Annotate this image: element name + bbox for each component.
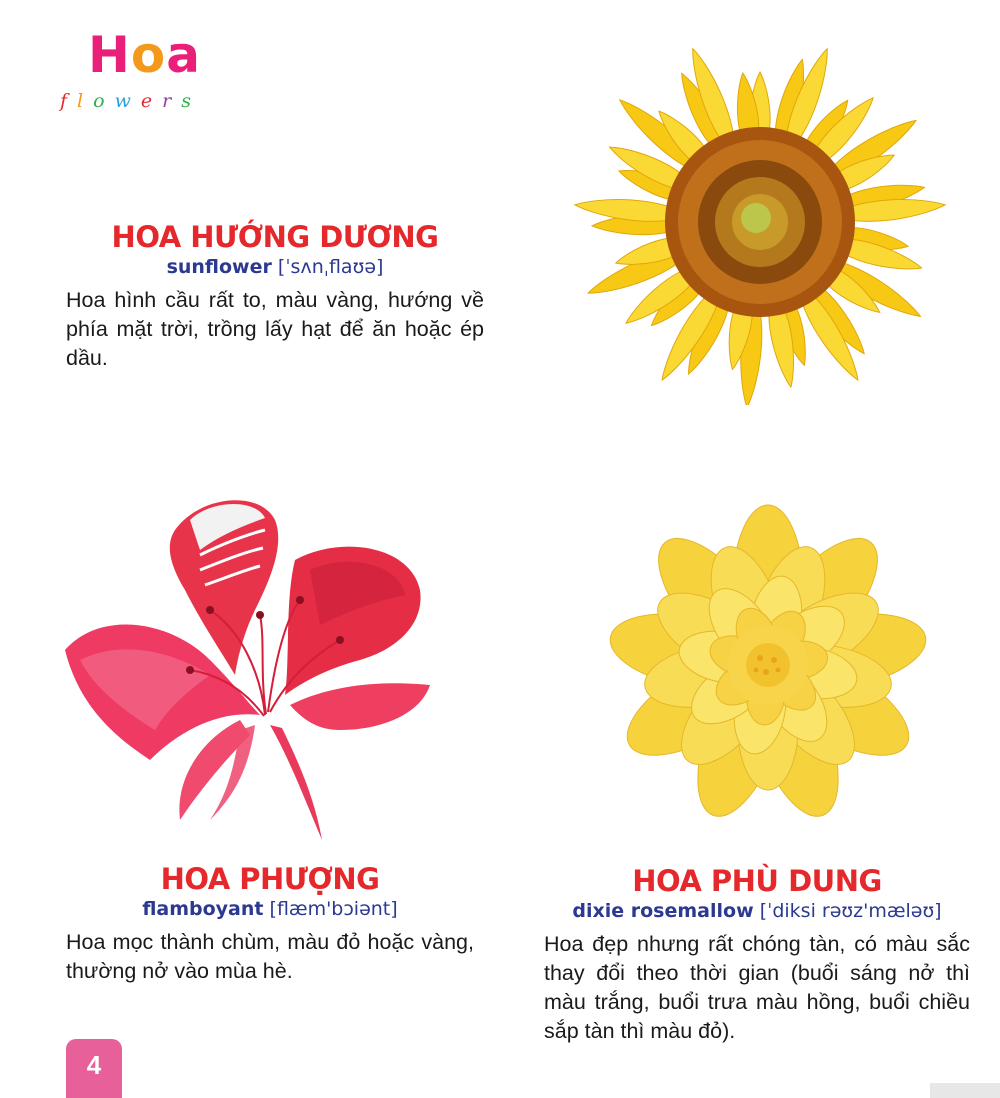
title-letter: H [88, 26, 131, 84]
flower-description: Hoa hình cầu rất to, màu vàng, hướng về phía mặt trời, trồng lấy hạt để ăn hoặc ép dầu. [66, 288, 484, 370]
english-name: flamboyant [142, 898, 264, 920]
sunflower-image [560, 40, 960, 405]
page-subtitle [60, 90, 201, 112]
english-name: dixie rosemallow [572, 900, 754, 922]
flower-name: HOA PHÙ DUNG [632, 864, 882, 898]
english-name: sunflower [166, 256, 272, 278]
pronunciation: [flæm'bɔiənt] [269, 898, 398, 920]
flower-description: Hoa đẹp nhưng rất chóng tàn, có màu sắc thay đổi theo thời gian (buổi sáng nở thì màu trắng, buổi trưa màu hồng, buổi chiều sắp tàn thì màu đỏ). [544, 932, 970, 1043]
page-title [88, 26, 201, 84]
english-name-line [66, 898, 474, 920]
subtitle-letter: s [181, 90, 201, 112]
subtitle-letter: o [93, 90, 115, 112]
flower-description: Hoa mọc thành chùm, màu đỏ hoặc vàng, thường nở vào mùa hè. [66, 930, 474, 983]
flower-name: HOA HƯỚNG DƯƠNG [111, 220, 439, 254]
flamboyant-flower-image [60, 490, 440, 860]
subtitle-letter: w [114, 90, 141, 112]
subtitle-letter: e [140, 90, 163, 112]
rosemallow-flower-image [590, 500, 950, 830]
page-edge [930, 1083, 1000, 1098]
title-letter: o [130, 26, 167, 84]
flamboyant-section [66, 862, 474, 986]
page-number-badge: 4 [66, 1039, 122, 1098]
rosemallow-section [544, 864, 970, 1046]
sunflower-section [66, 220, 484, 373]
subtitle-letter: f [60, 90, 78, 112]
pronunciation: [ˈsʌnˌflaʊə] [277, 256, 384, 278]
pronunciation: [ˈdiksi rəʊz'mæləʊ] [759, 900, 942, 922]
subtitle-letter: r [162, 90, 182, 112]
english-name-line [66, 256, 484, 278]
title-letter: a [166, 26, 201, 84]
flower-name: HOA PHƯỢNG [160, 862, 380, 896]
english-name-line [544, 900, 970, 922]
subtitle-letter: l [77, 90, 94, 112]
